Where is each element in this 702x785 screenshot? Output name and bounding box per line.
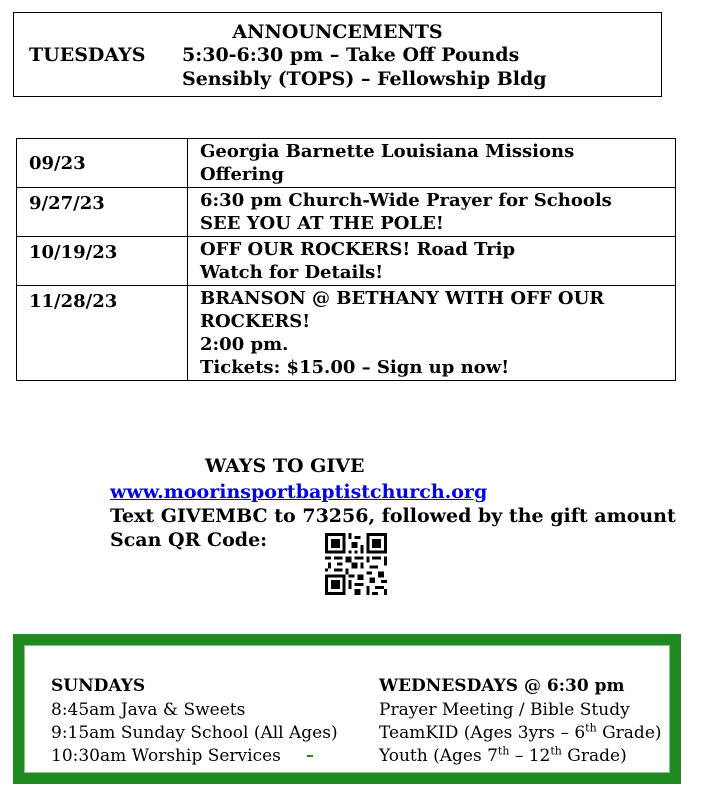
sundays-column: [51, 675, 338, 768]
event-line: 2:00 pm.: [200, 334, 289, 355]
wednesdays-column: [379, 675, 662, 768]
ways-to-give-title: WAYS TO GIVE: [205, 455, 365, 477]
ordinal-suffix: th: [497, 744, 510, 758]
youth-text-mid: – 12: [509, 746, 551, 766]
event-line: Tickets: $15.00 – Sign up now!: [200, 357, 510, 378]
table-row: [17, 188, 676, 237]
event-line: OFF OUR ROCKERS! Road Trip: [200, 239, 516, 260]
list-item: [379, 745, 662, 768]
event-line: Watch for Details!: [200, 262, 384, 283]
divider: [307, 755, 313, 757]
tops-line-1: 5:30-6:30 pm – Take Off Pounds: [182, 44, 520, 66]
qr-code-label: Scan QR Code:: [110, 529, 268, 551]
wednesdays-heading: WEDNESDAYS @ 6:30 pm: [379, 676, 625, 696]
list-item: 9:15am Sunday School (All Ages): [51, 723, 338, 743]
tuesdays-label: TUESDAYS: [29, 44, 146, 66]
teamkid-text-end: Grade): [596, 723, 662, 743]
teamkid-text: TeamKID (Ages 3yrs – 6: [379, 723, 586, 743]
event-date: 09/23: [17, 139, 188, 188]
event-line: SEE YOU AT THE POLE!: [200, 213, 444, 234]
event-line: BRANSON @ BETHANY WITH OFF OUR: [200, 288, 605, 309]
event-line: Georgia Barnette Louisiana Missions: [200, 141, 575, 162]
event-line: ROCKERS!: [200, 311, 311, 332]
list-item: Prayer Meeting / Bible Study: [379, 700, 630, 720]
sundays-heading: SUNDAYS: [51, 676, 146, 696]
event-line: 6:30 pm Church-Wide Prayer for Schools: [200, 190, 612, 211]
youth-text: Youth (Ages 7: [379, 746, 498, 766]
announcements-box: [13, 12, 662, 97]
table-row: [17, 237, 676, 286]
event-date: 9/27/23: [17, 188, 188, 237]
event-description: [188, 188, 676, 237]
table-row: [17, 286, 676, 381]
qr-code-icon[interactable]: [321, 533, 391, 595]
event-description: [188, 237, 676, 286]
event-description: [188, 286, 676, 381]
list-item: 8:45am Java & Sweets: [51, 700, 246, 720]
text-to-give-instruction: Text GIVEMBC to 73256, followed by the gift amount: [110, 505, 676, 527]
event-date: 11/28/23: [17, 286, 188, 381]
church-website-link[interactable]: www.moorinsportbaptistchurch.org: [110, 481, 488, 503]
tops-line-2: Sensibly (TOPS) – Fellowship Bldg: [182, 68, 547, 90]
youth-text-end: Grade): [561, 746, 627, 766]
announcements-title: ANNOUNCEMENTS: [232, 21, 443, 43]
event-description: [188, 139, 676, 188]
weekly-schedule-box: [13, 634, 681, 784]
event-line: Offering: [200, 164, 284, 185]
ordinal-suffix: th: [550, 744, 562, 758]
ordinal-suffix: th: [585, 721, 597, 735]
events-table: [16, 138, 676, 381]
event-date: 10/19/23: [17, 237, 188, 286]
table-row: [17, 139, 676, 188]
list-item: [379, 722, 662, 745]
list-item: 10:30am Worship Services: [51, 746, 281, 766]
